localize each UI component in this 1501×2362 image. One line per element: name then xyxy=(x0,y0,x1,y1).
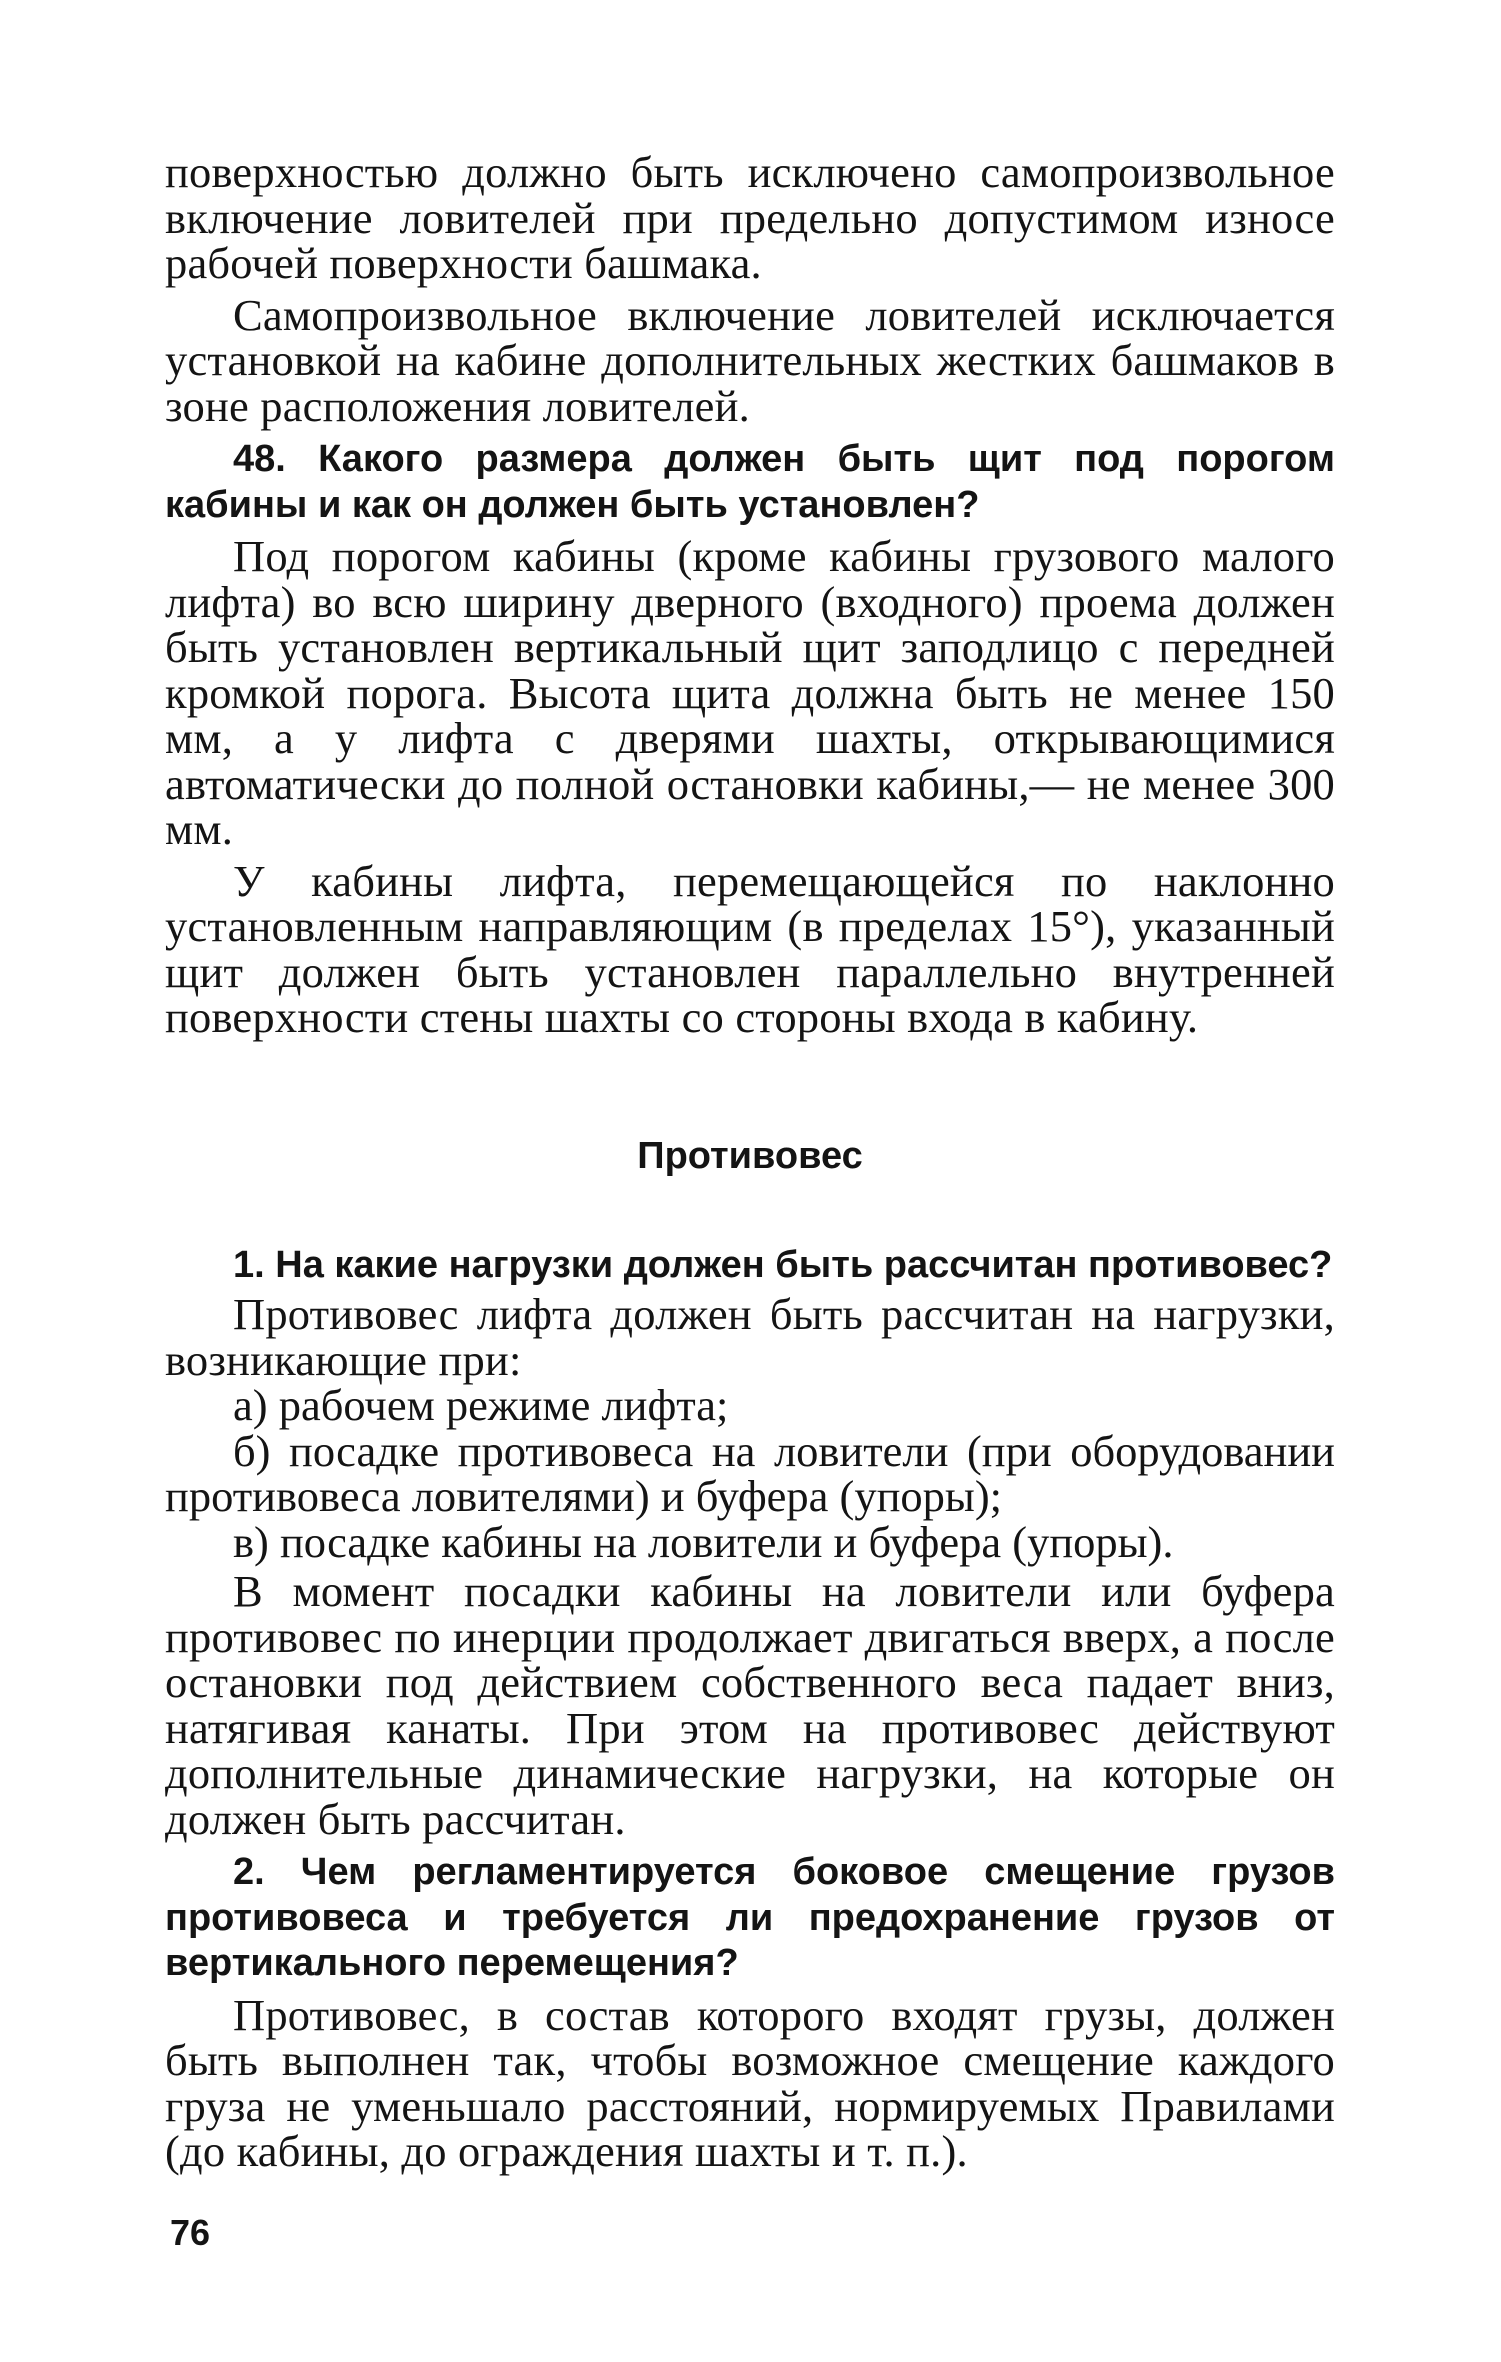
list-item-c: в) посадке кабины на ловители и буфера (упоры). xyxy=(233,1516,1174,1567)
question-48: 48. Какого размера должен быть щит под порогом кабины и как он должен быть установлен? xyxy=(165,438,1335,526)
section-title: Противовес xyxy=(637,1134,863,1177)
paragraph-continuation: поверхностью должно быть исключено самопроизвольное включение ловителей при предельно допустимом износе рабочей поверхности башмака. xyxy=(165,147,1335,288)
paragraph-dynamic-loads: В момент посадки кабины на ловители или буфера противовес по инерции продолжает двигаться вверх, а после остановки под действием собственного веса падает вниз, натягивая канаты. При этом на противовес действуют дополнительные динамические нагрузки, на которые он должен быть рассчитан. xyxy=(165,1566,1335,1844)
paragraph-inclined-guides: У кабины лифта, перемещающейся по наклонно установленным направляющим (в пределах 15°), указанный щит должен быть установлен параллельно внутренней поверхности стены шахты со стороны входа в кабину. xyxy=(165,855,1335,1042)
question-2: 2. Чем регламентируется боковое смещение грузов противовеса и требуется ли предохранение грузов от вертикального перемещения? xyxy=(165,1851,1335,1984)
paragraph-counterweight-loads: Противовес лифта должен быть рассчитан на нагрузки, возникающие при: xyxy=(165,1289,1335,1385)
document-page xyxy=(165,147,1335,2270)
list-item-b: б) посадке противовеса на ловители (при оборудовании противовеса ловителями) и буфера (упоры); xyxy=(165,1425,1335,1521)
list-item-a: а) рабочем режиме лифта; xyxy=(233,1380,729,1430)
paragraph-weights-displacement: Противовес, в состав которого входят грузы, должен быть выполнен так, чтобы возможное смещение каждого груза не уменьшало расстояний, нормируемых Правилами (до кабины, до ограждения шахты и т. п.). xyxy=(165,1989,1335,2176)
question-1: 1. На какие нагрузки должен быть рассчитан противовес? xyxy=(233,1243,1333,1286)
page-number: 76 xyxy=(170,2212,211,2253)
paragraph-threshold-shield: Под порогом кабины (кроме кабины грузового малого лифта) во всю ширину дверного (входного) проема должен быть установлен вертикальный щит заподлицо с передней кромкой порога. Высота щита должна быть не менее 150 мм, а у лифта с дверями шахты, открывающимися автоматически до полной остановки кабины,— не менее 300 мм. xyxy=(165,531,1335,854)
paragraph-self-activation: Самопроизвольное включение ловителей исключается установкой на кабине дополнительных жестких башмаков в зоне расположения ловителей. xyxy=(165,289,1335,431)
